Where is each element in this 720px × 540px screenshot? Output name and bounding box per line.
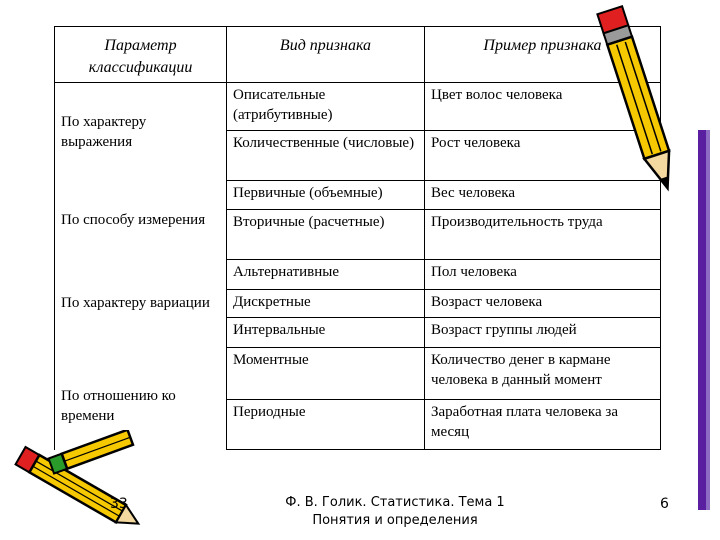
footer-caption [270, 494, 520, 529]
header-type: Вид признака [227, 27, 425, 83]
example-cell: Рост человека [425, 131, 661, 181]
param-cell: По характеру вариации [55, 260, 227, 347]
table-row [55, 181, 661, 210]
type-cell: Дискретные [227, 289, 425, 317]
classification-table-wrapper [54, 26, 660, 450]
table-row [55, 347, 661, 399]
type-cell: Моментные [227, 347, 425, 399]
example-cell: Количество денег в кармане человека в данный момент [425, 347, 661, 399]
type-cell: Описательные (атрибутивные) [227, 83, 425, 131]
classification-table [54, 26, 661, 450]
table-header-row [55, 27, 661, 83]
type-cell: Интервальные [227, 317, 425, 347]
footer-page-number: 6 [660, 496, 669, 512]
example-cell: Заработная плата человека за месяц [425, 399, 661, 449]
example-cell: Пол человека [425, 260, 661, 289]
table-row [55, 260, 661, 289]
type-cell: Альтернативные [227, 260, 425, 289]
footer-caption-line1: Ф. В. Голик. Статистика. Тема 1 [285, 495, 505, 510]
pencil-icon [596, 0, 686, 200]
header-param: Параметр классификации [55, 27, 227, 83]
param-cell: По характеру выражения [55, 83, 227, 181]
header-example: Пример признака [425, 27, 661, 83]
example-cell: Вес человека [425, 181, 661, 210]
param-cell: По отношению ко времени [55, 347, 227, 449]
type-cell: Периодные [227, 399, 425, 449]
example-cell: Цвет волос человека [425, 83, 661, 131]
type-cell: Вторичные (расчетные) [227, 210, 425, 260]
example-cell: Возраст человека [425, 289, 661, 317]
type-cell: Количественные (числовые) [227, 131, 425, 181]
example-cell: Возраст группы людей [425, 317, 661, 347]
example-cell: Производительность труда [425, 210, 661, 260]
table-row [55, 83, 661, 131]
pencils-icon [0, 430, 150, 540]
footer-caption-line2: Понятия и определения [312, 512, 478, 528]
footer-slide-number: 33 [110, 496, 128, 512]
param-cell: По способу измерения [55, 181, 227, 260]
type-cell: Первичные (объемные) [227, 181, 425, 210]
decorative-bar-icon [688, 130, 720, 510]
